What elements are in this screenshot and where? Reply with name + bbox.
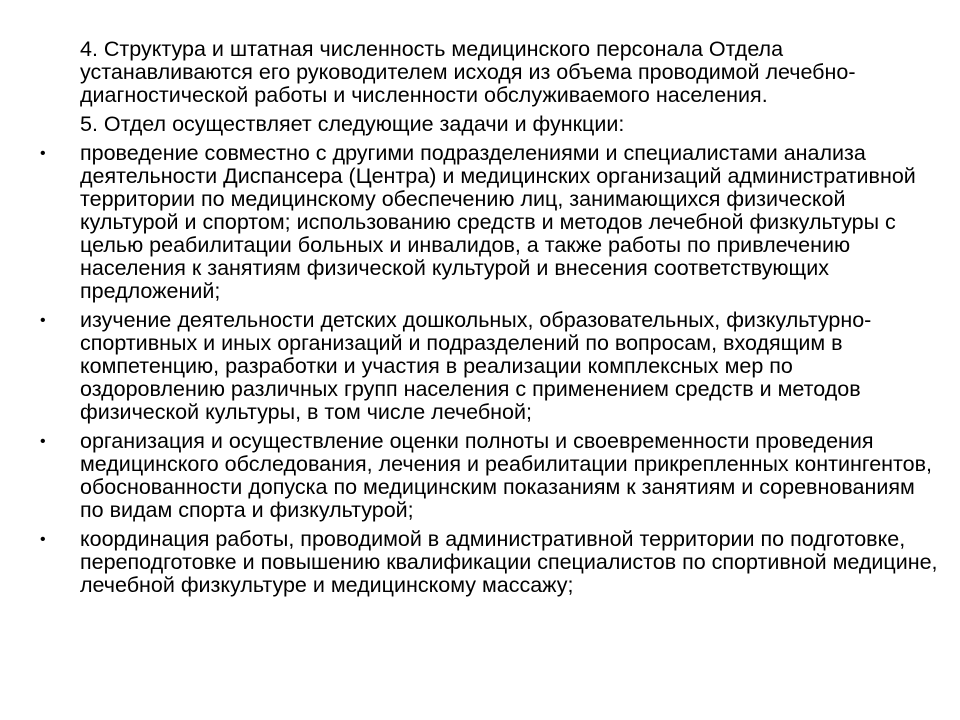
slide-body bbox=[40, 38, 940, 603]
bullet-text: проведение совместно с другими подразделениями и специалистами анализа деятельности Диспансера (Центра) и медицинских организаций административной территории по медицинскому обеспечению лиц, занимающихся физической культурой и спортом; использованию средств и методов лечебной физкультуры с целью реабилитации больных и инвалидов, а также работы по привлечению населения к занятиям физической культурой и внесения соответствующих предложений; bbox=[80, 141, 916, 303]
bullet-text: координация работы, проводимой в административной территории по подготовке, переподготовке и повышению квалификации специалистов по спортивной медицине, лечебной физкультуре и медицинскому массажу; bbox=[80, 527, 938, 597]
paragraph-text: 5. Отдел осуществляет следующие задачи и функции: bbox=[80, 112, 625, 136]
bullet-item-analysis bbox=[40, 142, 940, 303]
bullet-item-study bbox=[40, 309, 940, 424]
paragraph-structure-staffing bbox=[40, 38, 940, 107]
bullet-text: изучение деятельности детских дошкольных, образовательных, физкультурно-спортивных и иных организаций и подразделений по вопросам, входящим в компетенцию, разработки и участия в реализации комплексных мер по оздоровлению различных групп населения с применением средств и методов физической культуры, в том числе лечебной; bbox=[80, 308, 872, 424]
bullet-icon: • bbox=[40, 433, 46, 450]
bullet-text: организация и осуществление оценки полноты и своевременности проведения медицинского обследования, лечения и реабилитации прикрепленных контингентов, обоснованности допуска по медицинским показаниям к занятиям и соревнованиям по видам спорта и физкультурой; bbox=[80, 429, 933, 522]
paragraph-text: 4. Структура и штатная численность медицинского персонала Отдела устанавливаются его руководителем исходя из объема проводимой лечебно-диагностической работы и численности обслуживаемого населения. bbox=[80, 37, 856, 107]
bullet-item-assessment bbox=[40, 430, 940, 522]
bullet-item-coordination bbox=[40, 528, 940, 597]
bullet-icon: • bbox=[40, 145, 46, 162]
paragraph-tasks-intro bbox=[40, 113, 940, 136]
bullet-icon: • bbox=[40, 312, 46, 329]
bullet-icon: • bbox=[40, 531, 46, 548]
